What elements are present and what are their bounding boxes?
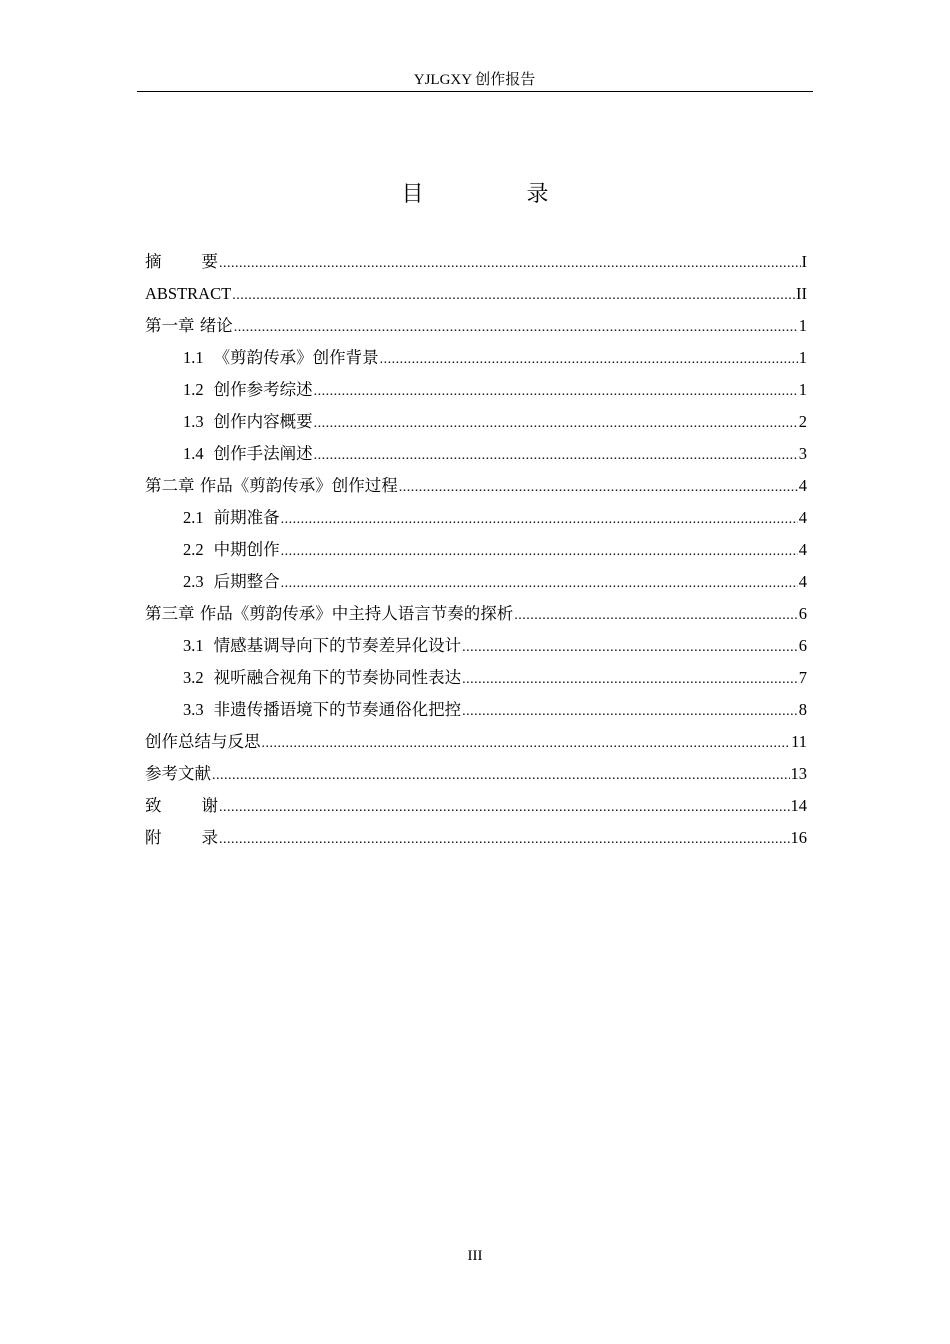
toc-entry[interactable] — [145, 598, 807, 630]
toc-entry-page: II — [796, 284, 807, 303]
toc-entry-page: 6 — [798, 636, 807, 655]
toc-entry-label: 前期准备 — [213, 508, 280, 527]
toc-entry[interactable] — [145, 790, 807, 822]
toc-entry-label: 致谢 — [145, 796, 258, 815]
toc-entry-page: 2 — [798, 412, 807, 431]
toc-entry-number: 2.2 — [183, 540, 204, 559]
header-rule — [137, 91, 813, 92]
toc-entry-number: 3.1 — [183, 636, 204, 655]
toc-entry-page: 4 — [798, 540, 807, 559]
toc-dot-leader — [262, 728, 791, 760]
toc-entry-page: 14 — [790, 796, 807, 815]
toc-dot-leader — [380, 344, 798, 376]
toc-entry-page: 4 — [798, 508, 807, 527]
toc-entry[interactable] — [145, 534, 807, 566]
toc-entry-page: 16 — [790, 828, 807, 847]
toc-dot-leader — [462, 664, 798, 696]
toc-entry[interactable] — [145, 502, 807, 534]
toc-entry[interactable] — [145, 470, 807, 502]
toc-entry-label: 摘要 — [145, 252, 258, 271]
toc-title: 目 录 — [401, 182, 597, 207]
toc-entry-number: 2.3 — [183, 572, 204, 591]
toc-entry-label: ABSTRACT — [145, 284, 232, 303]
toc-entry-page: 7 — [798, 668, 807, 687]
toc-entry-label: 第一章 绪论 — [145, 316, 233, 335]
toc-dot-leader — [234, 312, 798, 344]
toc-entry-label: 第二章 作品《剪韵传承》创作过程 — [145, 476, 398, 495]
toc-entry-page: I — [801, 252, 807, 271]
toc-entry[interactable] — [145, 694, 807, 726]
toc-entry[interactable] — [145, 662, 807, 694]
toc-entry-page: 13 — [790, 764, 807, 783]
page-header: YJLGXY 创作报告 — [413, 72, 536, 88]
toc-entry-number: 1.3 — [183, 412, 204, 431]
toc-dot-leader — [281, 504, 798, 536]
toc-dot-leader — [219, 792, 790, 824]
toc-entry-label: 视听融合视角下的节奏协同性表达 — [213, 668, 462, 687]
toc-entry-number: 1.4 — [183, 444, 204, 463]
toc-entry-label: 后期整合 — [213, 572, 280, 591]
toc-entry-label: 第三章 作品《剪韵传承》中主持人语言节奏的探析 — [145, 604, 514, 623]
toc-entry[interactable] — [145, 310, 807, 342]
toc-entry-label: 中期创作 — [213, 540, 280, 559]
toc-entry[interactable] — [145, 406, 807, 438]
toc-dot-leader — [462, 632, 798, 664]
toc-entry[interactable] — [145, 758, 807, 790]
toc-entry-page: 1 — [798, 380, 807, 399]
toc-entry-page: 1 — [798, 316, 807, 335]
toc-dot-leader — [232, 280, 795, 312]
toc-entry-page: 3 — [798, 444, 807, 463]
toc-dot-leader — [219, 824, 790, 856]
toc-entry-label: 创作总结与反思 — [145, 732, 261, 751]
table-of-contents — [145, 246, 807, 854]
toc-dot-leader — [314, 376, 798, 408]
toc-entry-label: 《剪韵传承》创作背景 — [213, 348, 379, 367]
toc-entry-page: 11 — [791, 732, 807, 751]
toc-entry[interactable] — [145, 438, 807, 470]
toc-entry-page: 1 — [798, 348, 807, 367]
toc-entry-number: 3.3 — [183, 700, 204, 719]
toc-entry-label: 创作参考综述 — [213, 380, 313, 399]
toc-dot-leader — [281, 568, 798, 600]
toc-entry-number: 1.1 — [183, 348, 204, 367]
toc-entry-number: 1.2 — [183, 380, 204, 399]
toc-entry[interactable] — [145, 342, 807, 374]
page-number: III — [467, 1248, 483, 1264]
toc-entry-label: 参考文献 — [145, 764, 211, 783]
toc-entry-number: 2.1 — [183, 508, 204, 527]
toc-dot-leader — [462, 696, 798, 728]
toc-entry-page: 4 — [798, 476, 807, 495]
toc-entry-page: 4 — [798, 572, 807, 591]
toc-entry[interactable] — [145, 246, 807, 278]
toc-dot-leader — [281, 536, 798, 568]
toc-entry[interactable] — [145, 566, 807, 598]
toc-entry[interactable] — [145, 278, 807, 310]
toc-entry-label: 创作手法阐述 — [213, 444, 313, 463]
toc-entry[interactable] — [145, 726, 807, 758]
toc-entry-number: 3.2 — [183, 668, 204, 687]
toc-dot-leader — [399, 472, 798, 504]
toc-entry-page: 6 — [798, 604, 807, 623]
toc-entry-label: 创作内容概要 — [213, 412, 313, 431]
toc-dot-leader — [514, 600, 798, 632]
toc-entry-page: 8 — [798, 700, 807, 719]
toc-dot-leader — [314, 408, 798, 440]
toc-dot-leader — [212, 760, 790, 792]
toc-entry-label: 情感基调导向下的节奏差异化设计 — [213, 636, 462, 655]
toc-entry-label: 附录 — [145, 828, 258, 847]
toc-entry-label: 非遗传播语境下的节奏通俗化把控 — [213, 700, 462, 719]
toc-entry[interactable] — [145, 822, 807, 854]
toc-dot-leader — [314, 440, 798, 472]
toc-dot-leader — [219, 248, 801, 280]
toc-entry[interactable] — [145, 630, 807, 662]
toc-entry[interactable] — [145, 374, 807, 406]
